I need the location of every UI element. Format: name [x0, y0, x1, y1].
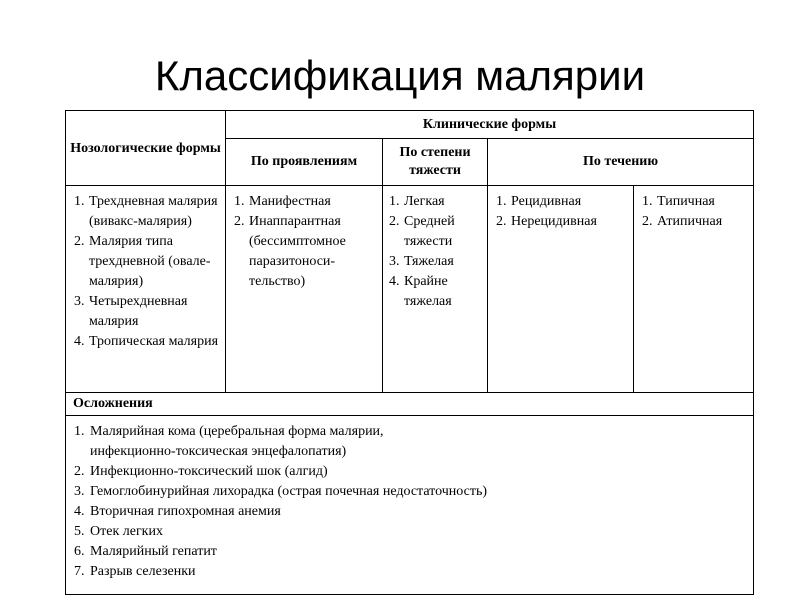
complications-header: Осложнения — [66, 393, 754, 416]
list-item: 1. Манифестная — [234, 194, 331, 209]
course-recurrence-list — [496, 192, 629, 232]
severity-header: По степени тяжести — [383, 139, 488, 186]
list-item: 3. Четырехдневная малярия — [74, 294, 188, 329]
list-item: 2. Инаппарантная (бессимптомное паразитоноси-тельство) — [234, 214, 346, 289]
manifestation-list — [234, 192, 378, 292]
nozological-cell — [66, 186, 226, 393]
list-item: 2. Малярия типа трехдневной (овале-малярия) — [74, 234, 211, 289]
complications-cell — [66, 416, 754, 595]
list-item: 1. Малярийная кома (церебральная форма малярии, инфекционно-токсическая энцефалопатия) — [74, 424, 384, 459]
manifestation-header: По проявлениям — [226, 139, 383, 186]
list-item: 1. Легкая — [389, 194, 445, 209]
clinical-forms-header: Клинические формы — [226, 111, 754, 139]
severity-cell — [383, 186, 488, 393]
course-recurrence-cell — [488, 186, 634, 393]
course-type-list — [642, 192, 749, 232]
page-title: Классификация малярии — [154, 52, 646, 99]
list-item: 2. Атипичная — [642, 214, 723, 229]
manifestation-cell — [226, 186, 383, 393]
list-item: 7. Разрыв селезенки — [74, 564, 196, 579]
list-item: 1. Типичная — [642, 194, 715, 209]
list-item: 4. Вторичная гипохромная анемия — [74, 504, 281, 519]
list-item: 6. Малярийный гепатит — [74, 544, 217, 559]
list-item: 3. Тяжелая — [389, 254, 454, 269]
course-header: По течению — [488, 139, 754, 186]
classification-table — [65, 110, 754, 595]
list-item: 1. Трехдневная малярия (вивакс-малярия) — [74, 194, 218, 229]
nozological-list — [74, 192, 221, 352]
list-item: 4. Тропическая малярия — [74, 334, 219, 349]
course-type-cell — [634, 186, 754, 393]
list-item: 2. Нерецидивная — [496, 214, 597, 229]
list-item: 2. Инфекционно-токсический шок (алгид) — [74, 464, 328, 479]
list-item: 5. Отек легких — [74, 524, 163, 539]
nozological-forms-header: Нозологические формы — [66, 111, 226, 186]
severity-list — [389, 192, 485, 312]
list-item: 3. Гемоглобинурийная лихорадка (острая почечная недостаточность) — [74, 484, 488, 499]
list-item: 2. Средней тяжести — [389, 214, 455, 249]
list-item: 4. Крайне тяжелая — [389, 274, 452, 309]
list-item: 1. Рецидивная — [496, 194, 582, 209]
complications-list — [74, 422, 749, 582]
